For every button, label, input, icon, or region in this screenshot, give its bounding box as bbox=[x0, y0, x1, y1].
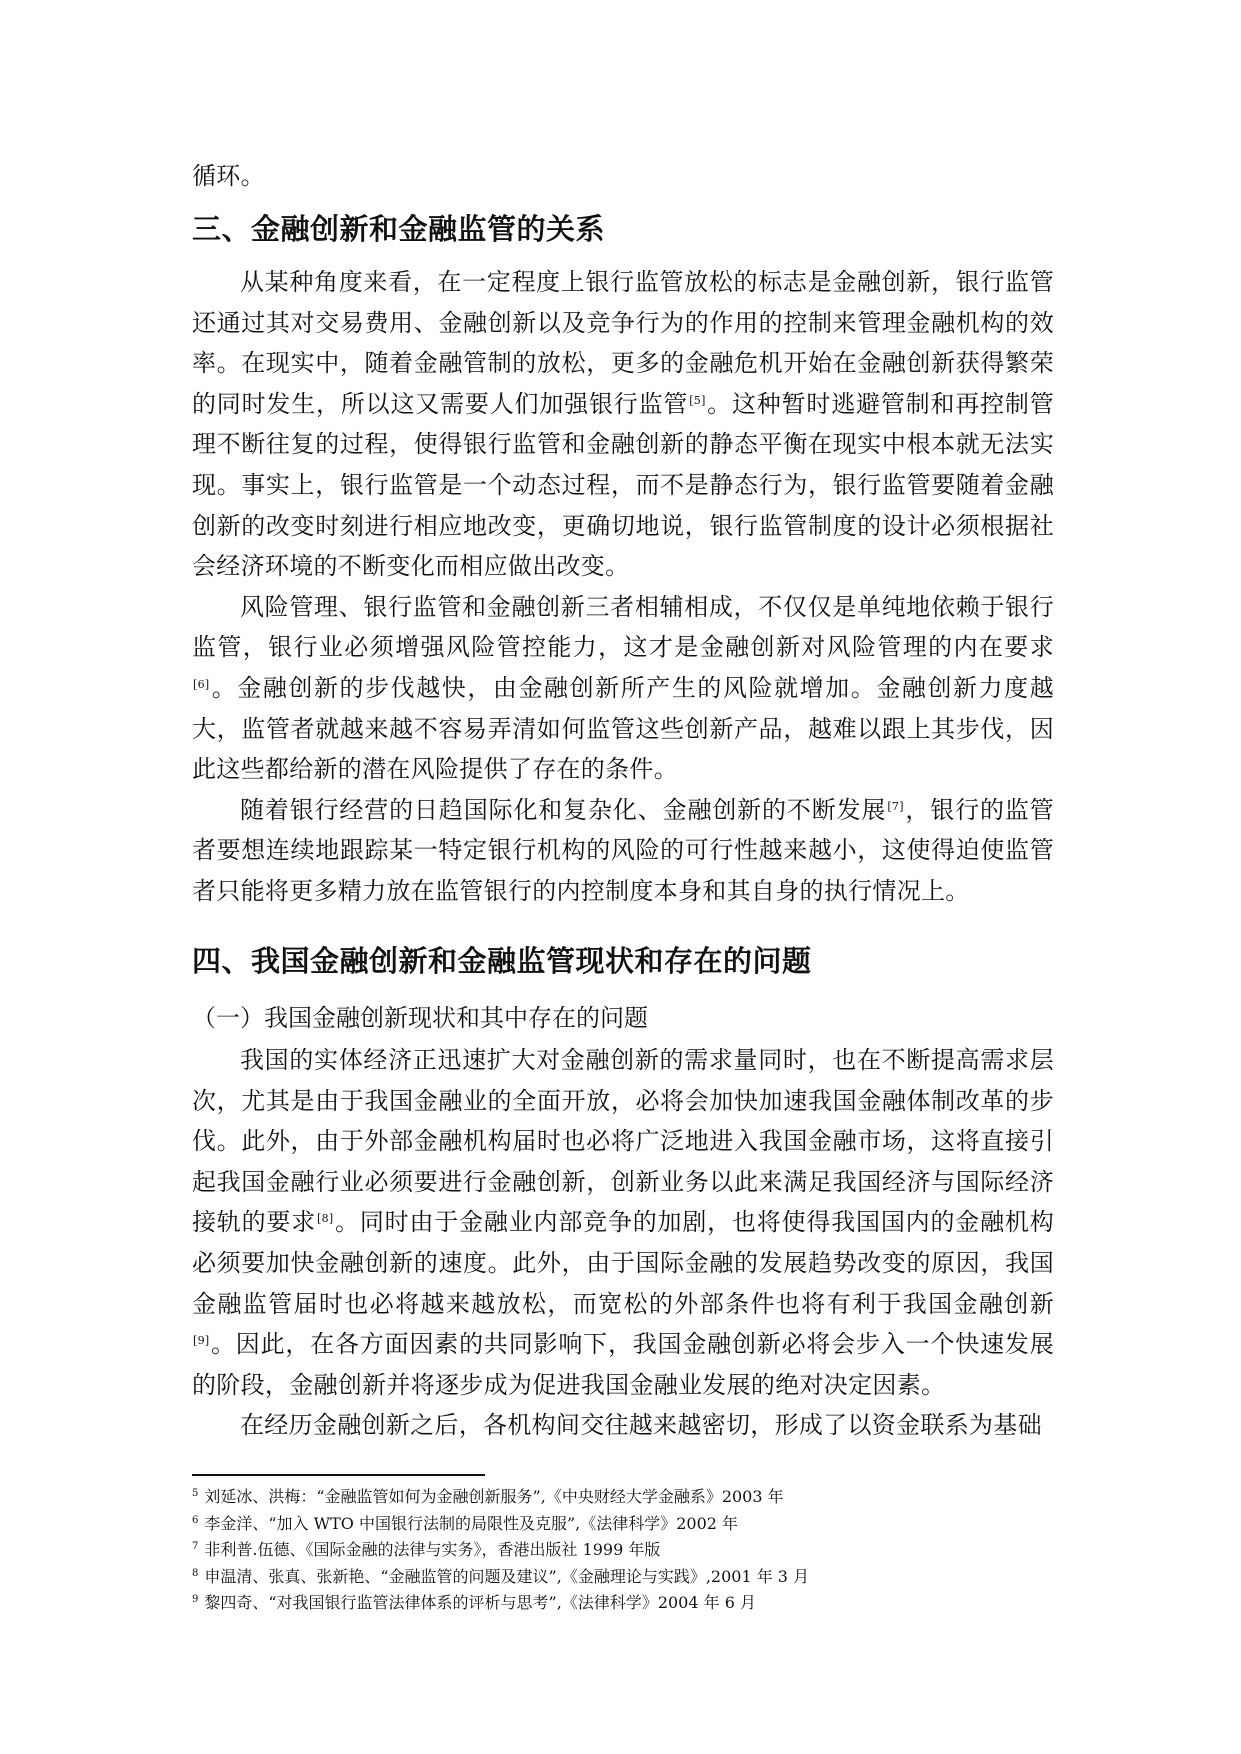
section-4 bbox=[192, 932, 1054, 1446]
citation-ref: [9] bbox=[193, 1334, 210, 1348]
citation-ref: [5] bbox=[689, 393, 706, 407]
footnote-divider bbox=[192, 1474, 485, 1476]
paragraph: 我国的实体经济正迅速扩大对金融创新的需求量同时，也在不断提高需求层次，尤其是由于我国金融业的全面开放，必将会加快加速我国金融体制改革的步伐。此外，由于外部金融机构届时也必将广泛地进入我国金融市场，这将直接引起我国金融行业必须要进行金融创新，创新业务以此来满足我国经济与国际经济接轨的要求[8]。同时由于金融业内部竞争的加剧，也将使得我国国内的金融机构必须要加快金融创新的速度。此外，由于国际金融的发展趋势改变的原因，我国金融监管届时也必将越来越放松，而宽松的外部条件也将有利于我国金融创新[9]。因此，在各方面因素的共同影响下，我国金融创新必将会步入一个快速发展的阶段，金融创新并将逐步成为促进我国金融业发展的绝对决定因素。 bbox=[192, 1046, 1054, 1399]
footnote: $^8$ 申温清、张真、张新艳、“金融监管的问题及建议”,《金融理论与实践》,2001 年 3 月 bbox=[192, 1566, 810, 1586]
continuation-line: 循环。 bbox=[192, 162, 265, 190]
paragraph: 风险管理、银行监管和金融创新三者相辅相成，不仅仅是单纯地依赖于银行监管，银行业必须增强风险管控能力，这才是金融创新对风险管理的内在要求[6]。金融创新的步伐越快，由金融创新所产生的风险就增加。金融创新力度越大，监管者就越来越不容易弄清如何监管这些创新产品，越难以跟上其步伐，因此这些都给新的潜在风险提供了存在的条件。 bbox=[192, 592, 1054, 784]
paragraph: 在经历金融创新之后，各机构间交往越来越密切，形成了以资金联系为基础 bbox=[240, 1411, 1042, 1440]
subsection-heading: （一）我国金融创新现状和其中存在的问题 bbox=[192, 1004, 648, 1032]
citation-ref: [6] bbox=[193, 677, 210, 691]
citation-ref: [8] bbox=[317, 1212, 334, 1226]
citation-ref: [7] bbox=[887, 799, 904, 813]
footnote: $^9$ 黎四奇、“对我国银行监管法律体系的评析与思考”,《法律科学》2004 年 6 月 bbox=[192, 1593, 756, 1612]
paragraph: 从某种角度来看，在一定程度上银行监管放松的标志是金融创新，银行监管还通过其对交易费用、金融创新以及竞争行为的作用的控制来管理金融机构的效率。在现实中，随着金融管制的放松，更多的金融危机开始在金融创新获得繁荣的同时发生，所以这又需要人们加强银行监管[5]。这种暂时逃避管制和再控制管理不断往复的过程，使得银行监管和金融创新的静态平衡在现实中根本就无法实现。事实上，银行监管是一个动态过程，而不是静态行为，银行监管要随着金融创新的改变时刻进行相应地改变，更确切地说，银行监管制度的设计必须根据社会经济环境的不断变化而相应做出改变。 bbox=[192, 268, 1054, 581]
body-text bbox=[192, 156, 1054, 197]
footnote: $^7$ 非利普.伍德、《国际金融的法律与实务》，香港出版社 1999 年版 bbox=[192, 1540, 661, 1559]
paragraph: 随着银行经营的日趋国际化和复杂化、金融创新的不断发展[7]，银行的监管者要想连续地跟踪某一特定银行机构的风险的可行性越来越小，这使得迫使监管者只能将更多精力放在监管银行的内控制度本身和其自身的执行情况上。 bbox=[192, 795, 1054, 905]
section-heading: 四、我国金融创新和金融监管现状和存在的问题 bbox=[192, 944, 812, 978]
section-3 bbox=[192, 200, 1054, 912]
footnotes bbox=[192, 1484, 1054, 1617]
section-heading: 三、金融创新和金融监管的关系 bbox=[192, 212, 606, 246]
footnote: $^6$ 李金洋、“加入 WTO 中国银行法制的局限性及克服”,《法律科学》2002 年 bbox=[192, 1513, 739, 1533]
footnote: $^5$ 刘延冰、洪梅：“金融监管如何为金融创新服务”,《中央财经大学金融系》2003 年 bbox=[192, 1487, 784, 1506]
